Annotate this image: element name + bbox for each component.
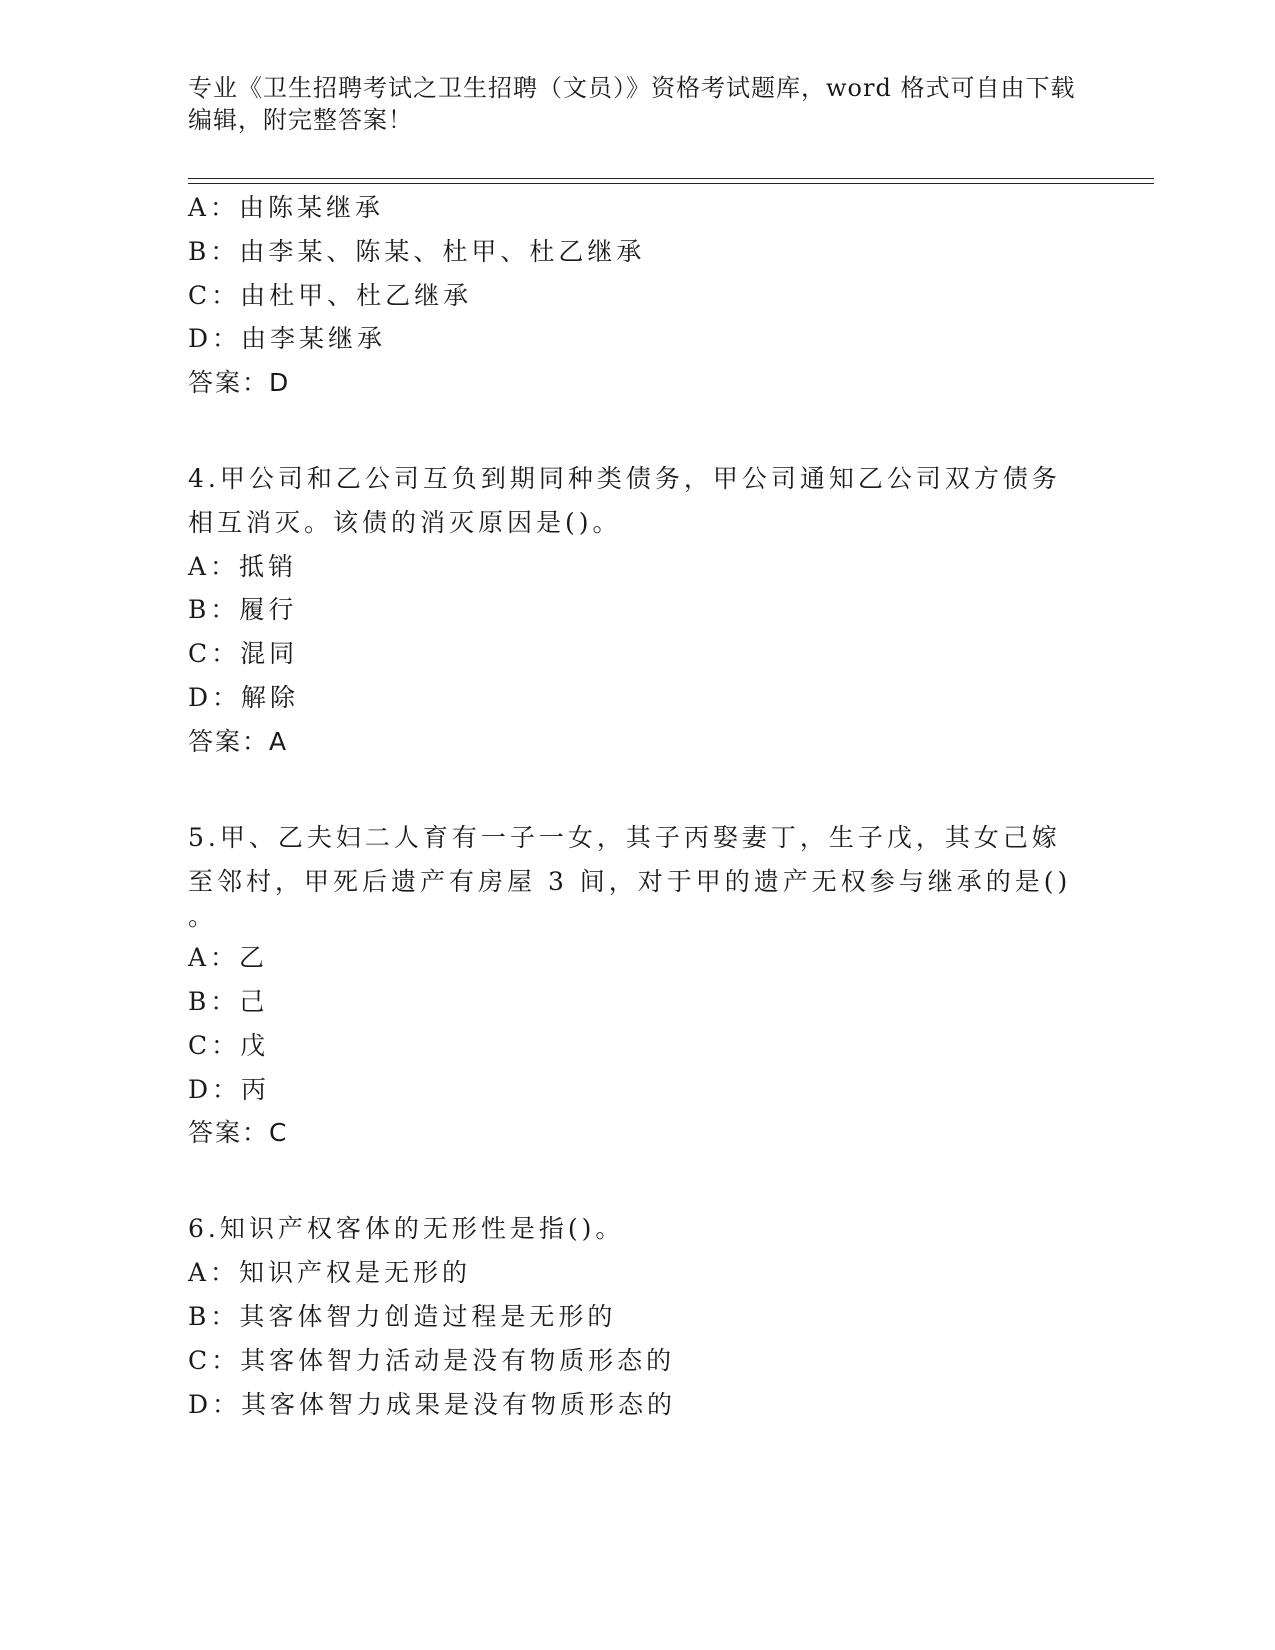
- header-title-line-1: 专业《卫生招聘考试之卫生招聘（文员）》资格考试题库，word 格式可自由下载: [188, 74, 1076, 102]
- q6-stem-line-1: 6.知识产权客体的无形性是指()。: [188, 1214, 625, 1243]
- q3-option-b: B：由李某、陈某、杜甲、杜乙继承: [188, 237, 646, 266]
- header-title-line-2: 编辑，附完整答案！: [188, 106, 413, 134]
- q4-option-a: A：抵销: [188, 552, 298, 581]
- q4-answer: 答案：A: [188, 727, 289, 756]
- q4-stem-line-2: 相互消灭。该债的消灭原因是()。: [188, 508, 622, 537]
- q6-option-d: D：其客体智力成果是没有物质形态的: [188, 1390, 677, 1419]
- q5-option-c: C：戊: [188, 1031, 270, 1060]
- q5-stem-line-2: 至邻村，甲死后遗产有房屋 3 间，对于甲的遗产无权参与继承的是(): [188, 867, 1072, 896]
- q5-option-d: D：丙: [188, 1075, 271, 1104]
- q4-stem-line-1: 4.甲公司和乙公司互负到期同种类债务，甲公司通知乙公司双方债务: [188, 464, 1061, 493]
- q6-option-c: C：其客体智力活动是没有物质形态的: [188, 1346, 676, 1375]
- q3-option-d: D：由李某继承: [188, 324, 387, 353]
- q4-option-d: D：解除: [188, 683, 300, 712]
- q6-option-b: B：其客体智力创造过程是无形的: [188, 1302, 617, 1331]
- q5-answer: 答案：C: [188, 1118, 289, 1147]
- q4-option-b: B：履行: [188, 595, 298, 624]
- q3-option-c: C：由杜甲、杜乙继承: [188, 281, 473, 310]
- q5-option-b: B：己: [188, 987, 269, 1016]
- header-divider-top: [188, 178, 1154, 179]
- q5-stem-line-1: 5.甲、乙夫妇二人育有一子一女，其子丙娶妻丁，生子戊，其女己嫁: [188, 823, 1061, 852]
- q5-option-a: A：乙: [188, 943, 269, 972]
- q3-answer: 答案：D: [188, 368, 291, 397]
- q5-stem-line-3: 。: [188, 902, 218, 931]
- q4-option-c: C：混同: [188, 639, 299, 668]
- document-header: [188, 72, 1088, 136]
- q6-option-a: A：知识产权是无形的: [188, 1258, 472, 1287]
- header-divider-bottom: [188, 183, 1154, 184]
- q3-option-a: A：由陈某继承: [188, 193, 385, 222]
